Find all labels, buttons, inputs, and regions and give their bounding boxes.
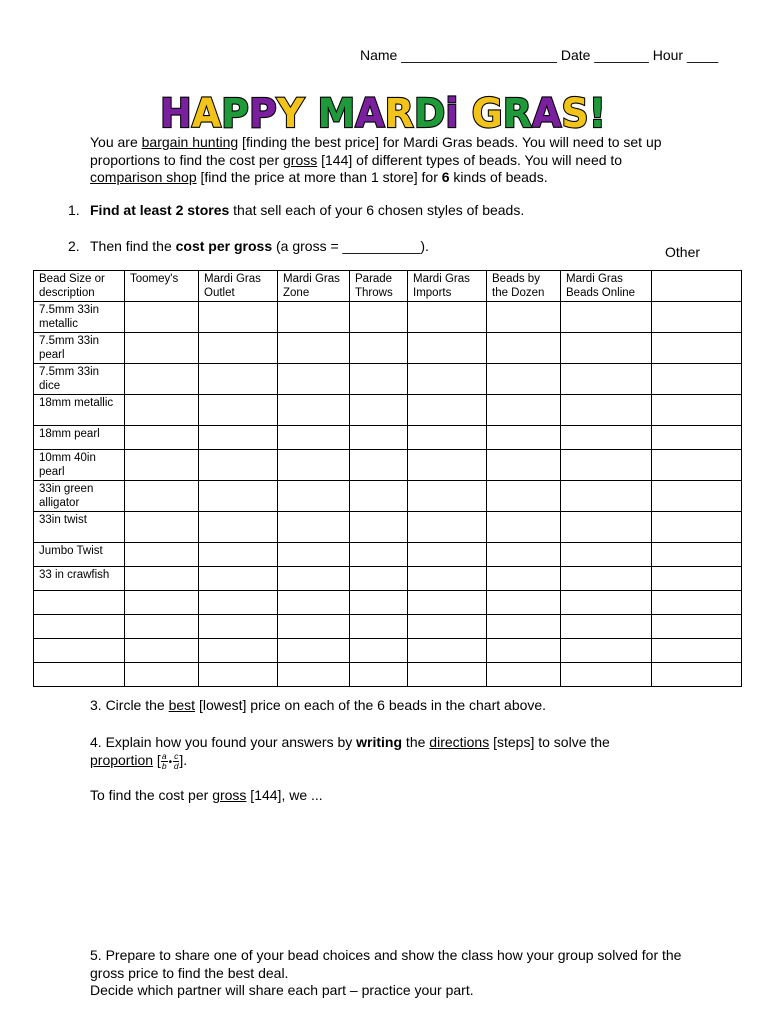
- question-4: [90, 733, 710, 772]
- title-letter: H: [160, 91, 194, 134]
- q4b-term-gross: gross: [212, 787, 247, 803]
- price-cell[interactable]: [652, 567, 742, 591]
- price-cell[interactable]: [408, 663, 487, 687]
- price-cell[interactable]: [487, 333, 561, 364]
- price-cell[interactable]: [487, 663, 561, 687]
- q3-term-best: best: [168, 697, 196, 713]
- price-cell[interactable]: [125, 333, 199, 364]
- price-cell[interactable]: [125, 567, 199, 591]
- intro-text: [finding the best price] for Mardi Gras beads. You will need to set up proportions to find the cost per: [90, 134, 662, 168]
- title-letter: P: [221, 91, 251, 134]
- price-cell[interactable]: [350, 615, 408, 639]
- price-cell[interactable]: [125, 364, 199, 395]
- price-cell[interactable]: [199, 333, 278, 364]
- frac-operator: •: [168, 757, 173, 768]
- price-cell[interactable]: [408, 426, 487, 450]
- step-number: 2.: [68, 238, 80, 254]
- price-cell[interactable]: [408, 639, 487, 663]
- table-row: [34, 395, 742, 426]
- price-cell[interactable]: [561, 450, 652, 481]
- price-cell[interactable]: [561, 302, 652, 333]
- price-cell[interactable]: [278, 481, 350, 512]
- bead-description-cell: 33in twist: [34, 512, 125, 543]
- price-cell[interactable]: [350, 333, 408, 364]
- title-letter: P: [248, 91, 279, 134]
- price-cell[interactable]: [125, 512, 199, 543]
- title-letter: R: [502, 91, 534, 134]
- student-info-line: [360, 47, 718, 63]
- hour-label: Hour: [652, 47, 684, 63]
- price-cell[interactable]: [561, 543, 652, 567]
- price-cell[interactable]: [408, 543, 487, 567]
- frac-denominator: b: [161, 760, 167, 771]
- price-cell[interactable]: [278, 663, 350, 687]
- price-cell[interactable]: [125, 426, 199, 450]
- price-cell[interactable]: [199, 591, 278, 615]
- price-cell[interactable]: [278, 512, 350, 543]
- price-cell[interactable]: [199, 395, 278, 426]
- q4-text: the: [402, 734, 430, 750]
- q4-bold: writing: [356, 734, 403, 750]
- table-row: [34, 450, 742, 481]
- price-cell[interactable]: [199, 364, 278, 395]
- price-cell[interactable]: [199, 302, 278, 333]
- table-row: [34, 663, 742, 687]
- price-cell[interactable]: [561, 481, 652, 512]
- price-cell[interactable]: [125, 591, 199, 615]
- table-row: [34, 426, 742, 450]
- question-4-prompt: [90, 787, 323, 803]
- price-cell[interactable]: [652, 591, 742, 615]
- price-cell[interactable]: [278, 333, 350, 364]
- price-cell[interactable]: [199, 567, 278, 591]
- title-letter: S: [561, 91, 591, 134]
- price-cell[interactable]: [408, 450, 487, 481]
- price-cell[interactable]: [278, 615, 350, 639]
- price-cell[interactable]: [652, 333, 742, 364]
- hour-blank[interactable]: ____: [687, 47, 719, 63]
- price-cell[interactable]: [487, 591, 561, 615]
- table-row: [34, 591, 742, 615]
- q5-text: Decide which partner will share each part – practice your part.: [90, 982, 474, 998]
- price-cell[interactable]: [487, 567, 561, 591]
- table-body: [34, 302, 742, 687]
- intro-count: 6: [441, 169, 450, 185]
- price-cell[interactable]: [487, 450, 561, 481]
- table-row: [34, 639, 742, 663]
- title-letter: !: [588, 91, 607, 134]
- title-letter: M: [317, 91, 358, 134]
- table-header-cell: Mardi Gras Zone: [278, 271, 350, 302]
- bead-description-cell: 18mm pearl: [34, 426, 125, 450]
- price-cell[interactable]: [350, 481, 408, 512]
- price-cell[interactable]: [408, 567, 487, 591]
- q3-text: [lowest] price on each of the 6 beads in the chart above.: [195, 697, 547, 713]
- table-row: [34, 481, 742, 512]
- price-cell[interactable]: [487, 481, 561, 512]
- price-cell[interactable]: [487, 512, 561, 543]
- price-cell[interactable]: [487, 302, 561, 333]
- table-row: [34, 333, 742, 364]
- price-cell[interactable]: [199, 615, 278, 639]
- other-column-label: Other: [665, 244, 701, 260]
- price-cell[interactable]: [125, 639, 199, 663]
- bead-description-cell: 33in green alligator: [34, 481, 125, 512]
- price-cell[interactable]: [561, 615, 652, 639]
- price-cell[interactable]: [199, 663, 278, 687]
- price-cell[interactable]: [125, 302, 199, 333]
- table-row: [34, 567, 742, 591]
- price-cell[interactable]: [199, 639, 278, 663]
- price-cell[interactable]: [278, 543, 350, 567]
- table-header-cell: Beads by the Dozen: [487, 271, 561, 302]
- price-cell[interactable]: [350, 512, 408, 543]
- price-cell[interactable]: [350, 639, 408, 663]
- table-header-cell: Mardi Gras Imports: [408, 271, 487, 302]
- title-wordart: [158, 90, 608, 134]
- step-2-text: (a gross = __________).: [272, 238, 429, 254]
- price-cell[interactable]: [652, 426, 742, 450]
- q3-text: 3. Circle the: [90, 697, 169, 713]
- intro-text: [144] of different types of beads. You will need to: [317, 151, 623, 168]
- q4-text: [: [153, 752, 161, 768]
- price-cell[interactable]: [652, 481, 742, 512]
- price-cell[interactable]: [487, 543, 561, 567]
- question-3: [90, 697, 546, 713]
- price-cell[interactable]: [561, 426, 652, 450]
- price-cell[interactable]: [652, 615, 742, 639]
- step-1-bold: Find at least 2 stores: [90, 202, 230, 218]
- bead-description-cell: 10mm 40in pearl: [34, 450, 125, 481]
- table-row: [34, 364, 742, 395]
- title-letter: D: [413, 91, 448, 134]
- name-label: Name: [360, 47, 398, 63]
- title-letter: [458, 91, 471, 134]
- title-letter: A: [531, 91, 563, 134]
- table-header-cell: Parade Throws: [350, 271, 408, 302]
- price-cell[interactable]: [487, 639, 561, 663]
- price-cell[interactable]: [408, 395, 487, 426]
- price-cell[interactable]: [199, 481, 278, 512]
- price-cell[interactable]: [278, 639, 350, 663]
- price-cell[interactable]: [199, 512, 278, 543]
- table-row: [34, 615, 742, 639]
- q4-text: 4. Explain how you found your answers by: [90, 734, 357, 750]
- price-cell[interactable]: [278, 395, 350, 426]
- fraction-a-over-b: [161, 752, 168, 771]
- q4-term-proportion: proportion: [90, 752, 154, 768]
- question-5: [90, 947, 710, 1000]
- price-cell[interactable]: [487, 395, 561, 426]
- table-row: [34, 512, 742, 543]
- intro-paragraph: [90, 134, 690, 187]
- price-cell[interactable]: [408, 302, 487, 333]
- frac-denominator: d: [173, 760, 179, 771]
- q4b-text: [144], we ...: [246, 787, 323, 803]
- price-cell[interactable]: [278, 302, 350, 333]
- bead-description-cell: 33 in crawfish: [34, 567, 125, 591]
- table-header-cell: Mardi Gras Beads Online: [561, 271, 652, 302]
- price-cell[interactable]: [652, 512, 742, 543]
- price-cell[interactable]: [125, 615, 199, 639]
- title-letter: A: [355, 91, 387, 134]
- intro-term-gross: gross: [283, 151, 318, 168]
- price-cell[interactable]: [487, 615, 561, 639]
- table-row: [34, 543, 742, 567]
- price-cell[interactable]: [350, 395, 408, 426]
- price-cell[interactable]: [408, 591, 487, 615]
- price-cell[interactable]: [278, 567, 350, 591]
- price-cell[interactable]: [199, 450, 278, 481]
- bead-description-cell: 7.5mm 33in dice: [34, 364, 125, 395]
- bead-description-cell: Jumbo Twist: [34, 543, 125, 567]
- bead-description-cell: [34, 663, 125, 687]
- price-cell[interactable]: [278, 591, 350, 615]
- price-cell[interactable]: [652, 543, 742, 567]
- name-blank[interactable]: ____________________: [401, 47, 557, 63]
- intro-term-comparison-shop: comparison shop: [90, 169, 197, 185]
- title-banner: [158, 90, 608, 134]
- price-cell[interactable]: [652, 395, 742, 426]
- price-cell[interactable]: [408, 364, 487, 395]
- price-cell[interactable]: [487, 364, 561, 395]
- intro-text: [find the price at more than 1 store] for: [196, 169, 442, 185]
- price-cell[interactable]: [125, 395, 199, 426]
- frac-numerator: a: [161, 750, 167, 761]
- q5-text: 5. Prepare to share one of your bead choices and show the class how your group solved for the gross price to find the best deal.: [90, 947, 682, 981]
- title-letter: R: [384, 91, 416, 134]
- date-blank[interactable]: _______: [594, 47, 649, 63]
- table-header-cell: Bead Size or description: [34, 271, 125, 302]
- price-cell[interactable]: [350, 364, 408, 395]
- price-cell[interactable]: [278, 364, 350, 395]
- bead-description-cell: [34, 639, 125, 663]
- step-2: [68, 238, 429, 254]
- step-1-text: that sell each of your 6 chosen styles of beads.: [229, 202, 525, 218]
- title-letter: i: [445, 91, 460, 134]
- price-cell[interactable]: [125, 450, 199, 481]
- q4b-text: To find the cost per: [90, 787, 213, 803]
- price-cell[interactable]: [561, 663, 652, 687]
- step-number: 1.: [68, 202, 80, 218]
- price-cell[interactable]: [561, 591, 652, 615]
- price-cell[interactable]: [350, 302, 408, 333]
- bead-description-cell: 7.5mm 33in metallic: [34, 302, 125, 333]
- q4-text: ].: [179, 752, 188, 768]
- bead-description-cell: [34, 591, 125, 615]
- frac-numerator: c: [174, 750, 179, 761]
- table-header-row: [34, 271, 742, 302]
- bead-description-cell: 18mm metallic: [34, 395, 125, 426]
- price-cell[interactable]: [350, 543, 408, 567]
- price-cell[interactable]: [125, 543, 199, 567]
- step-2-text: Then find the: [90, 238, 176, 254]
- title-letter: Y: [276, 91, 306, 134]
- date-label: Date: [560, 47, 591, 63]
- price-cell[interactable]: [125, 481, 199, 512]
- price-cell[interactable]: [561, 639, 652, 663]
- title-letter: G: [471, 91, 505, 134]
- price-cell[interactable]: [408, 512, 487, 543]
- price-cell[interactable]: [561, 512, 652, 543]
- bead-price-table: [33, 270, 742, 687]
- price-cell[interactable]: [652, 450, 742, 481]
- price-cell[interactable]: [199, 426, 278, 450]
- price-cell[interactable]: [199, 543, 278, 567]
- table-header-cell: [652, 271, 742, 302]
- price-cell[interactable]: [652, 302, 742, 333]
- step-1: [68, 202, 524, 218]
- price-cell[interactable]: [652, 364, 742, 395]
- title-letter: [304, 91, 317, 134]
- price-cell[interactable]: [350, 663, 408, 687]
- price-cell[interactable]: [561, 364, 652, 395]
- table-header-cell: Mardi Gras Outlet: [199, 271, 278, 302]
- price-cell[interactable]: [561, 567, 652, 591]
- title-text: [160, 91, 606, 134]
- price-cell[interactable]: [408, 333, 487, 364]
- price-cell[interactable]: [561, 395, 652, 426]
- q4-term-directions: directions: [429, 734, 490, 750]
- intro-term-bargain-hunting: bargain hunting: [141, 134, 239, 150]
- price-cell[interactable]: [278, 426, 350, 450]
- price-cell[interactable]: [125, 663, 199, 687]
- step-2-bold: cost per gross: [175, 238, 273, 254]
- intro-text: kinds of beads.: [449, 169, 548, 185]
- table-header-cell: Toomey's: [125, 271, 199, 302]
- price-cell[interactable]: [408, 481, 487, 512]
- price-cell[interactable]: [350, 567, 408, 591]
- intro-text: You are: [90, 134, 142, 150]
- table-row: [34, 302, 742, 333]
- price-cell[interactable]: [350, 591, 408, 615]
- price-cell[interactable]: [487, 426, 561, 450]
- price-cell[interactable]: [278, 450, 350, 481]
- price-cell[interactable]: [652, 639, 742, 663]
- bead-description-cell: 7.5mm 33in pearl: [34, 333, 125, 364]
- price-cell[interactable]: [561, 333, 652, 364]
- price-cell[interactable]: [408, 615, 487, 639]
- price-cell[interactable]: [350, 426, 408, 450]
- price-cell[interactable]: [652, 663, 742, 687]
- bead-description-cell: [34, 615, 125, 639]
- price-cell[interactable]: [350, 450, 408, 481]
- q4-text: [steps] to solve the: [489, 734, 610, 750]
- title-letter: A: [191, 91, 223, 134]
